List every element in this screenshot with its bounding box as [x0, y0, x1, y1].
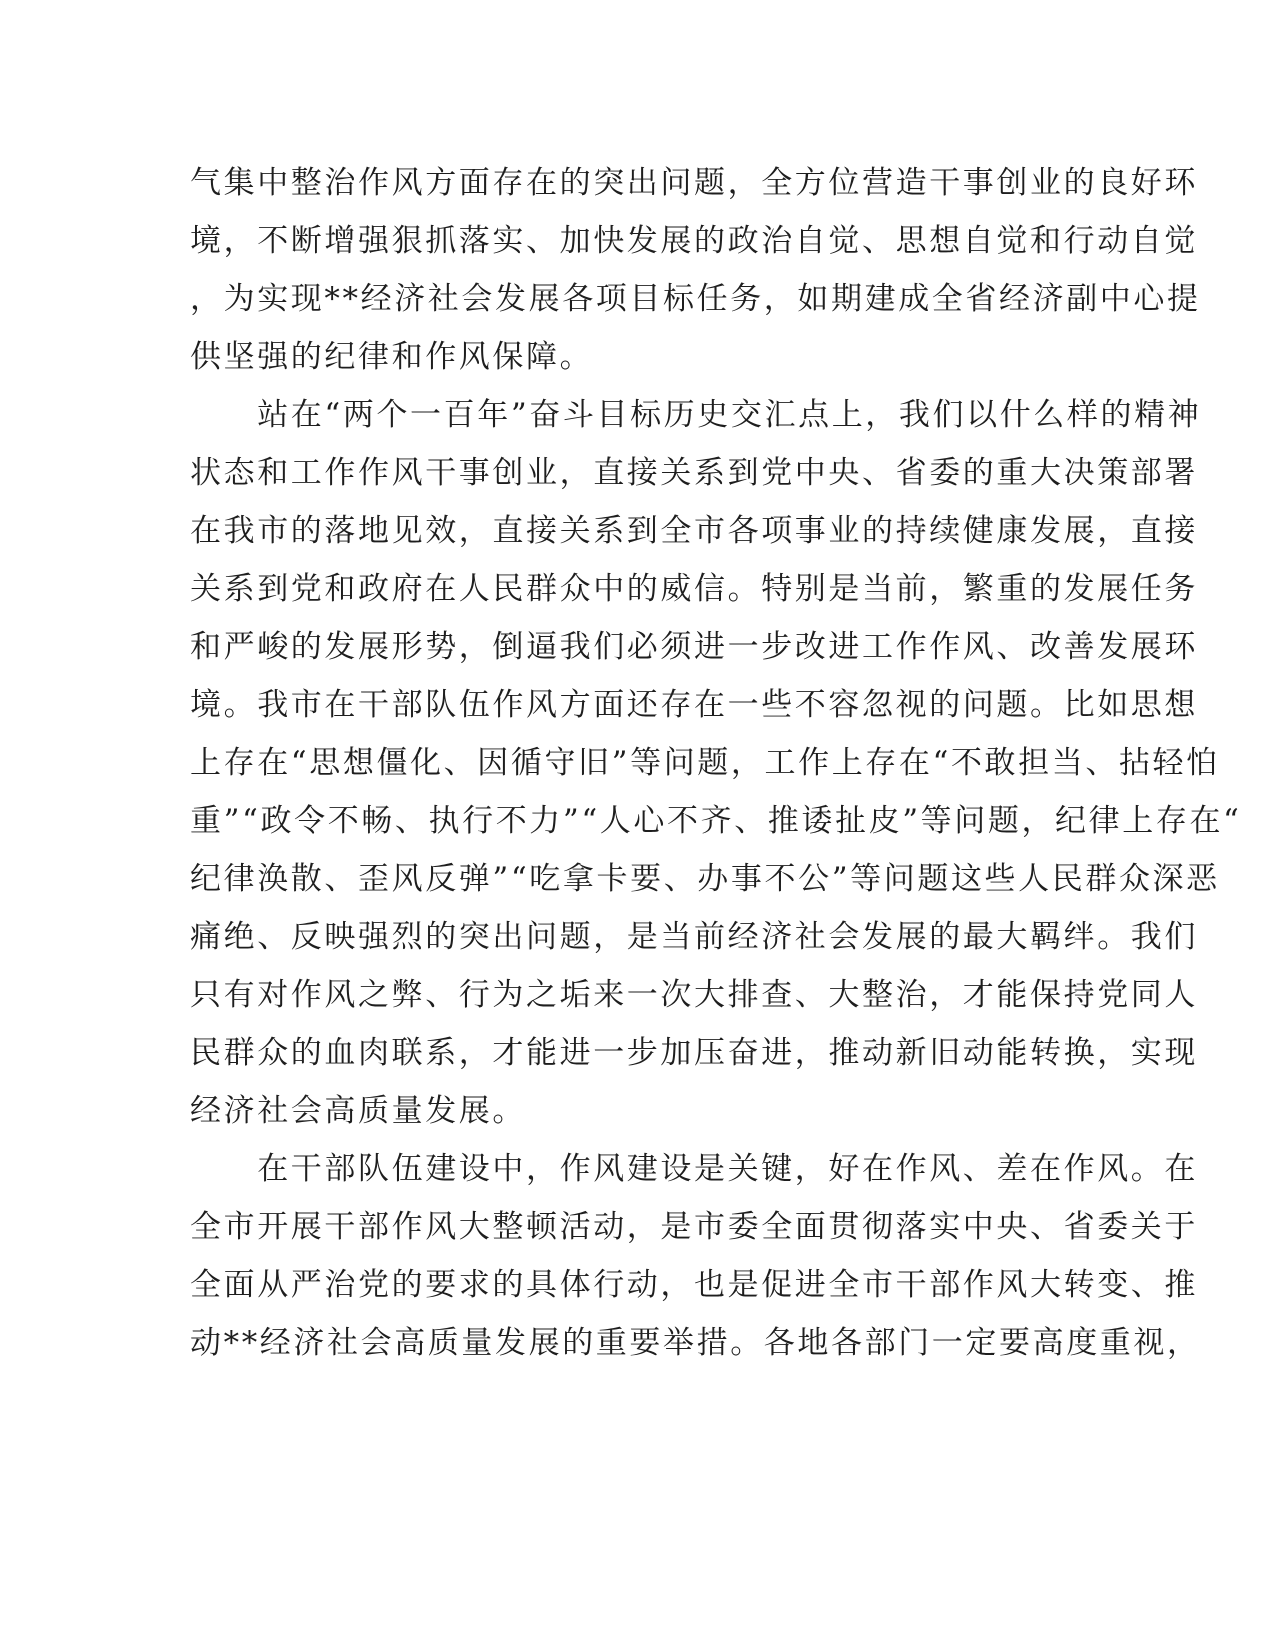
text-line: 民群众的血肉联系，才能进一步加压奋进，推动新旧动能转换，实现	[190, 1035, 1198, 1071]
text-line: 站在“两个一百年”奋斗目标历史交汇点上，我们以什么样的精神	[190, 397, 1202, 433]
text-line: 境，不断增强狠抓落实、加快发展的政治自觉、思想自觉和行动自觉	[190, 223, 1198, 259]
text-line: 只有对作风之弊、行为之垢来一次大排查、大整治，才能保持党同人	[190, 977, 1198, 1013]
text-line: 上存在“思想僵化、因循守旧”等问题，工作上存在“不敢担当、拈轻怕	[190, 745, 1220, 781]
text-line: 动**经济社会高质量发展的重要举措。各地各部门一定要高度重视，	[190, 1325, 1201, 1361]
text-line: 气集中整治作风方面存在的突出问题，全方位营造干事创业的良好环	[190, 165, 1198, 201]
text-line: 纪律涣散、歪风反弹”“吃拿卡要、办事不公”等问题这些人民群众深恶	[190, 861, 1220, 897]
text-line: 关系到党和政府在人民群众中的威信。特别是当前，繁重的发展任务	[190, 571, 1198, 607]
text-line: 在干部队伍建设中，作风建设是关键，好在作风、差在作风。在	[190, 1151, 1198, 1187]
text-line: 和严峻的发展形势，倒逼我们必须进一步改进工作作风、改善发展环	[190, 629, 1198, 665]
text-line: 状态和工作作风干事创业，直接关系到党中央、省委的重大决策部署	[190, 455, 1198, 491]
text-line: 痛绝、反映强烈的突出问题，是当前经济社会发展的最大羁绊。我们	[190, 919, 1198, 955]
text-line: 全面从严治党的要求的具体行动，也是促进全市干部作风大转变、推	[190, 1267, 1198, 1303]
text-line: 经济社会高质量发展。	[190, 1093, 526, 1129]
text-line: 境。我市在干部队伍作风方面还存在一些不容忽视的问题。比如思想	[190, 687, 1198, 723]
text-line: 在我市的落地见效，直接关系到全市各项事业的持续健康发展，直接	[190, 513, 1198, 549]
text-line: 供坚强的纪律和作风保障。	[190, 339, 594, 375]
text-line: 重”“政令不畅、执行不力”“人心不齐、推诿扯皮”等问题，纪律上存在“	[190, 803, 1242, 839]
text-line: ，为实现**经济社会发展各项目标任务，如期建成全省经济副中心提	[190, 281, 1201, 317]
text-line: 全市开展干部作风大整顿活动，是市委全面贯彻落实中央、省委关于	[190, 1209, 1198, 1245]
